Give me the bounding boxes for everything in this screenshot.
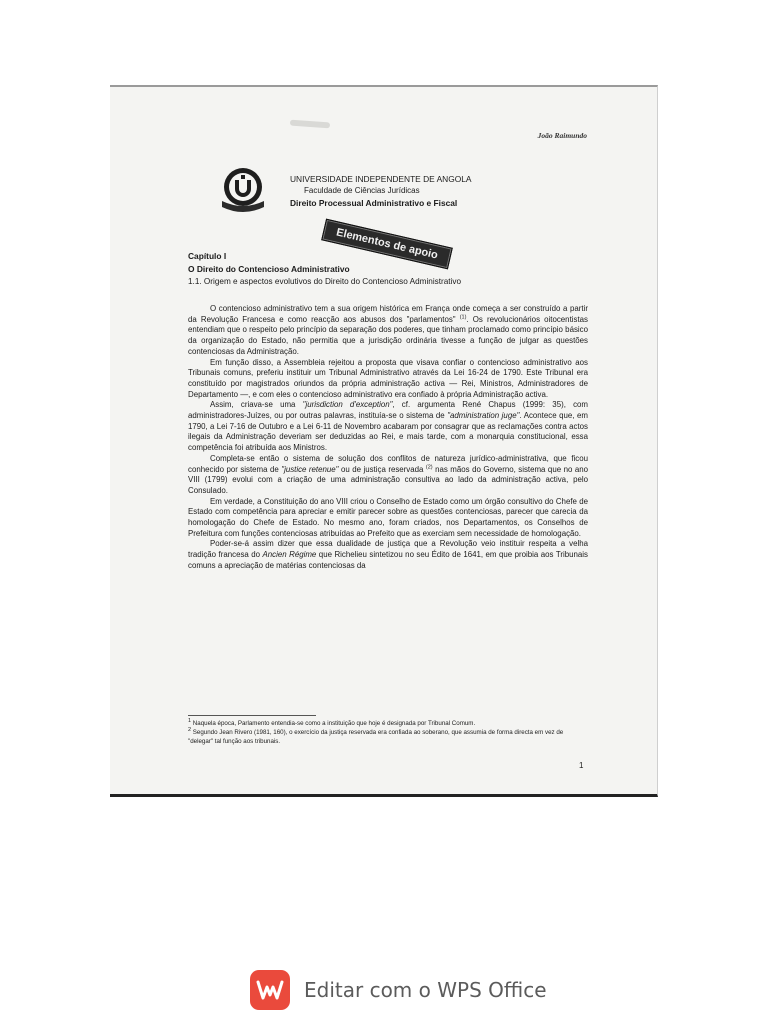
page-number: 1 [579,761,584,770]
faculty-name: Faculdade de Ciências Jurídicas [304,186,420,195]
chapter-number: Capítulo I [188,251,227,261]
footnote: $^2$ Segundo Jean Rivero (1981, 160), o exercício da justiça reservada era confiada ao soberano, que assumia de forma directa em vez de "delegar" tal função aos tribunais. [188,726,564,745]
paragraph: Completa-se então o sistema de solução dos conflitos de natureza jurídico-administrativa, que ficou conhecido por sistema de "justice retenue" ou de justiça reservada $^{(2)}$ nas mãos do Governo, sistema que no ano VIII (1799) evolui com a criação de uma administração consultiva ao lado da administração activa, pelo Consulado. [188,453,588,495]
institution-name: UNIVERSIDADE INDEPENDENTE DE ANGOLA [290,174,472,184]
wps-office-icon[interactable] [250,970,290,1010]
footnote: $^1$ Naquela época, Parlamento entendia-se como a instituição que hoje é designada por Tribunal Comum. [188,717,476,727]
body-text [188,304,588,572]
footnote-ref: (2) [425,463,433,470]
paragraph: Poder-se-á assim dizer que essa dualidade de justiça que a Revolução veio instituir respeita a velha tradição francesa do Ancien Régime que Richelieu sintetizou no seu Édito de 1641, em que proibia aos Tribunais comuns a apreciação de matérias contenciosas da [188,539,588,570]
footnote-ref: (1) [459,314,467,321]
scan-smudge [290,120,330,129]
chapter-heading [188,250,350,276]
chapter-title: O Direito do Contencioso Administrativo [188,264,350,274]
institution-header [290,173,472,209]
wps-edit-label[interactable]: Editar com o WPS Office [304,978,547,1002]
university-logo-icon [218,165,268,215]
support-materials-stamp: Elementos de apoio [321,219,453,270]
footnote-divider [188,715,316,716]
section-heading: 1.1. Origem e aspectos evolutivos do Direito do Contencioso Administrativo [188,277,462,286]
paragraph: Em verdade, a Constituição do ano VIII criou o Conselho de Estado como um órgão consultivo do Chefe de Estado com competência para apreciar e emitir parecer sobre as questões contenciosas, parecer que carecia da homologação do Chefe de Estado. No mesmo ano, foram criados, nos Departamentos, os Conselhos de Prefeitura com funções contenciosas atribuídas ao Prefeito que as exerciam sem necessidade de homologação. [188,496,588,538]
wps-edit-banner[interactable] [250,970,547,1010]
scanned-page [110,85,658,797]
course-name: Direito Processual Administrativo e Fiscal [290,198,458,208]
footnotes [188,719,588,746]
paragraph: O contencioso administrativo tem a sua origem histórica em França onde começa a ser construído a partir da Revolução Francesa e como reacção aos abusos dos "parlamentos" $^{(1)}$. Os revolucionários oitocentistas entendiam que o respeito pelo princípio da separação dos poderes, que tinham proclamado como princípio básico da organização do Estado, não permitia que a jurisdição ordinária tivesse a função de julgar as questões contenciosas da Administração. [188,304,588,356]
author-signature: João Raimundo [537,131,587,140]
paragraph: Em função disso, a Assembleia rejeitou a proposta que visava confiar o contencioso administrativo aos Tribunais comuns, preferiu instituir um Tribunal Administrativo através da Lei 16-24 de 1790. Este Tribunal era constituído por magistrados oriundos da própria administração activa — Rei, Ministros, Administradores de Departamento —, e com eles o contencioso administrativo era confiado à própria Administração activa. [188,357,588,399]
paragraph: Assim, criava-se uma "jurisdiction d'exception", cf. argumenta René Chapus (1999: 35), com administradores-Juízes, ou por outras palavras, instituía-se o sistema de "administration juge". Acontece que, em 1790, a Lei 7-16 de Outubro e a Lei 6-11 de Novembro acabaram por consagrar que as reclamações contra actos ilegais da Administração deveriam ser deduzidas ao Rei, e mais tarde, com a monarquia constitucional, essa competência foi atribuída aos Ministros. [188,400,589,453]
